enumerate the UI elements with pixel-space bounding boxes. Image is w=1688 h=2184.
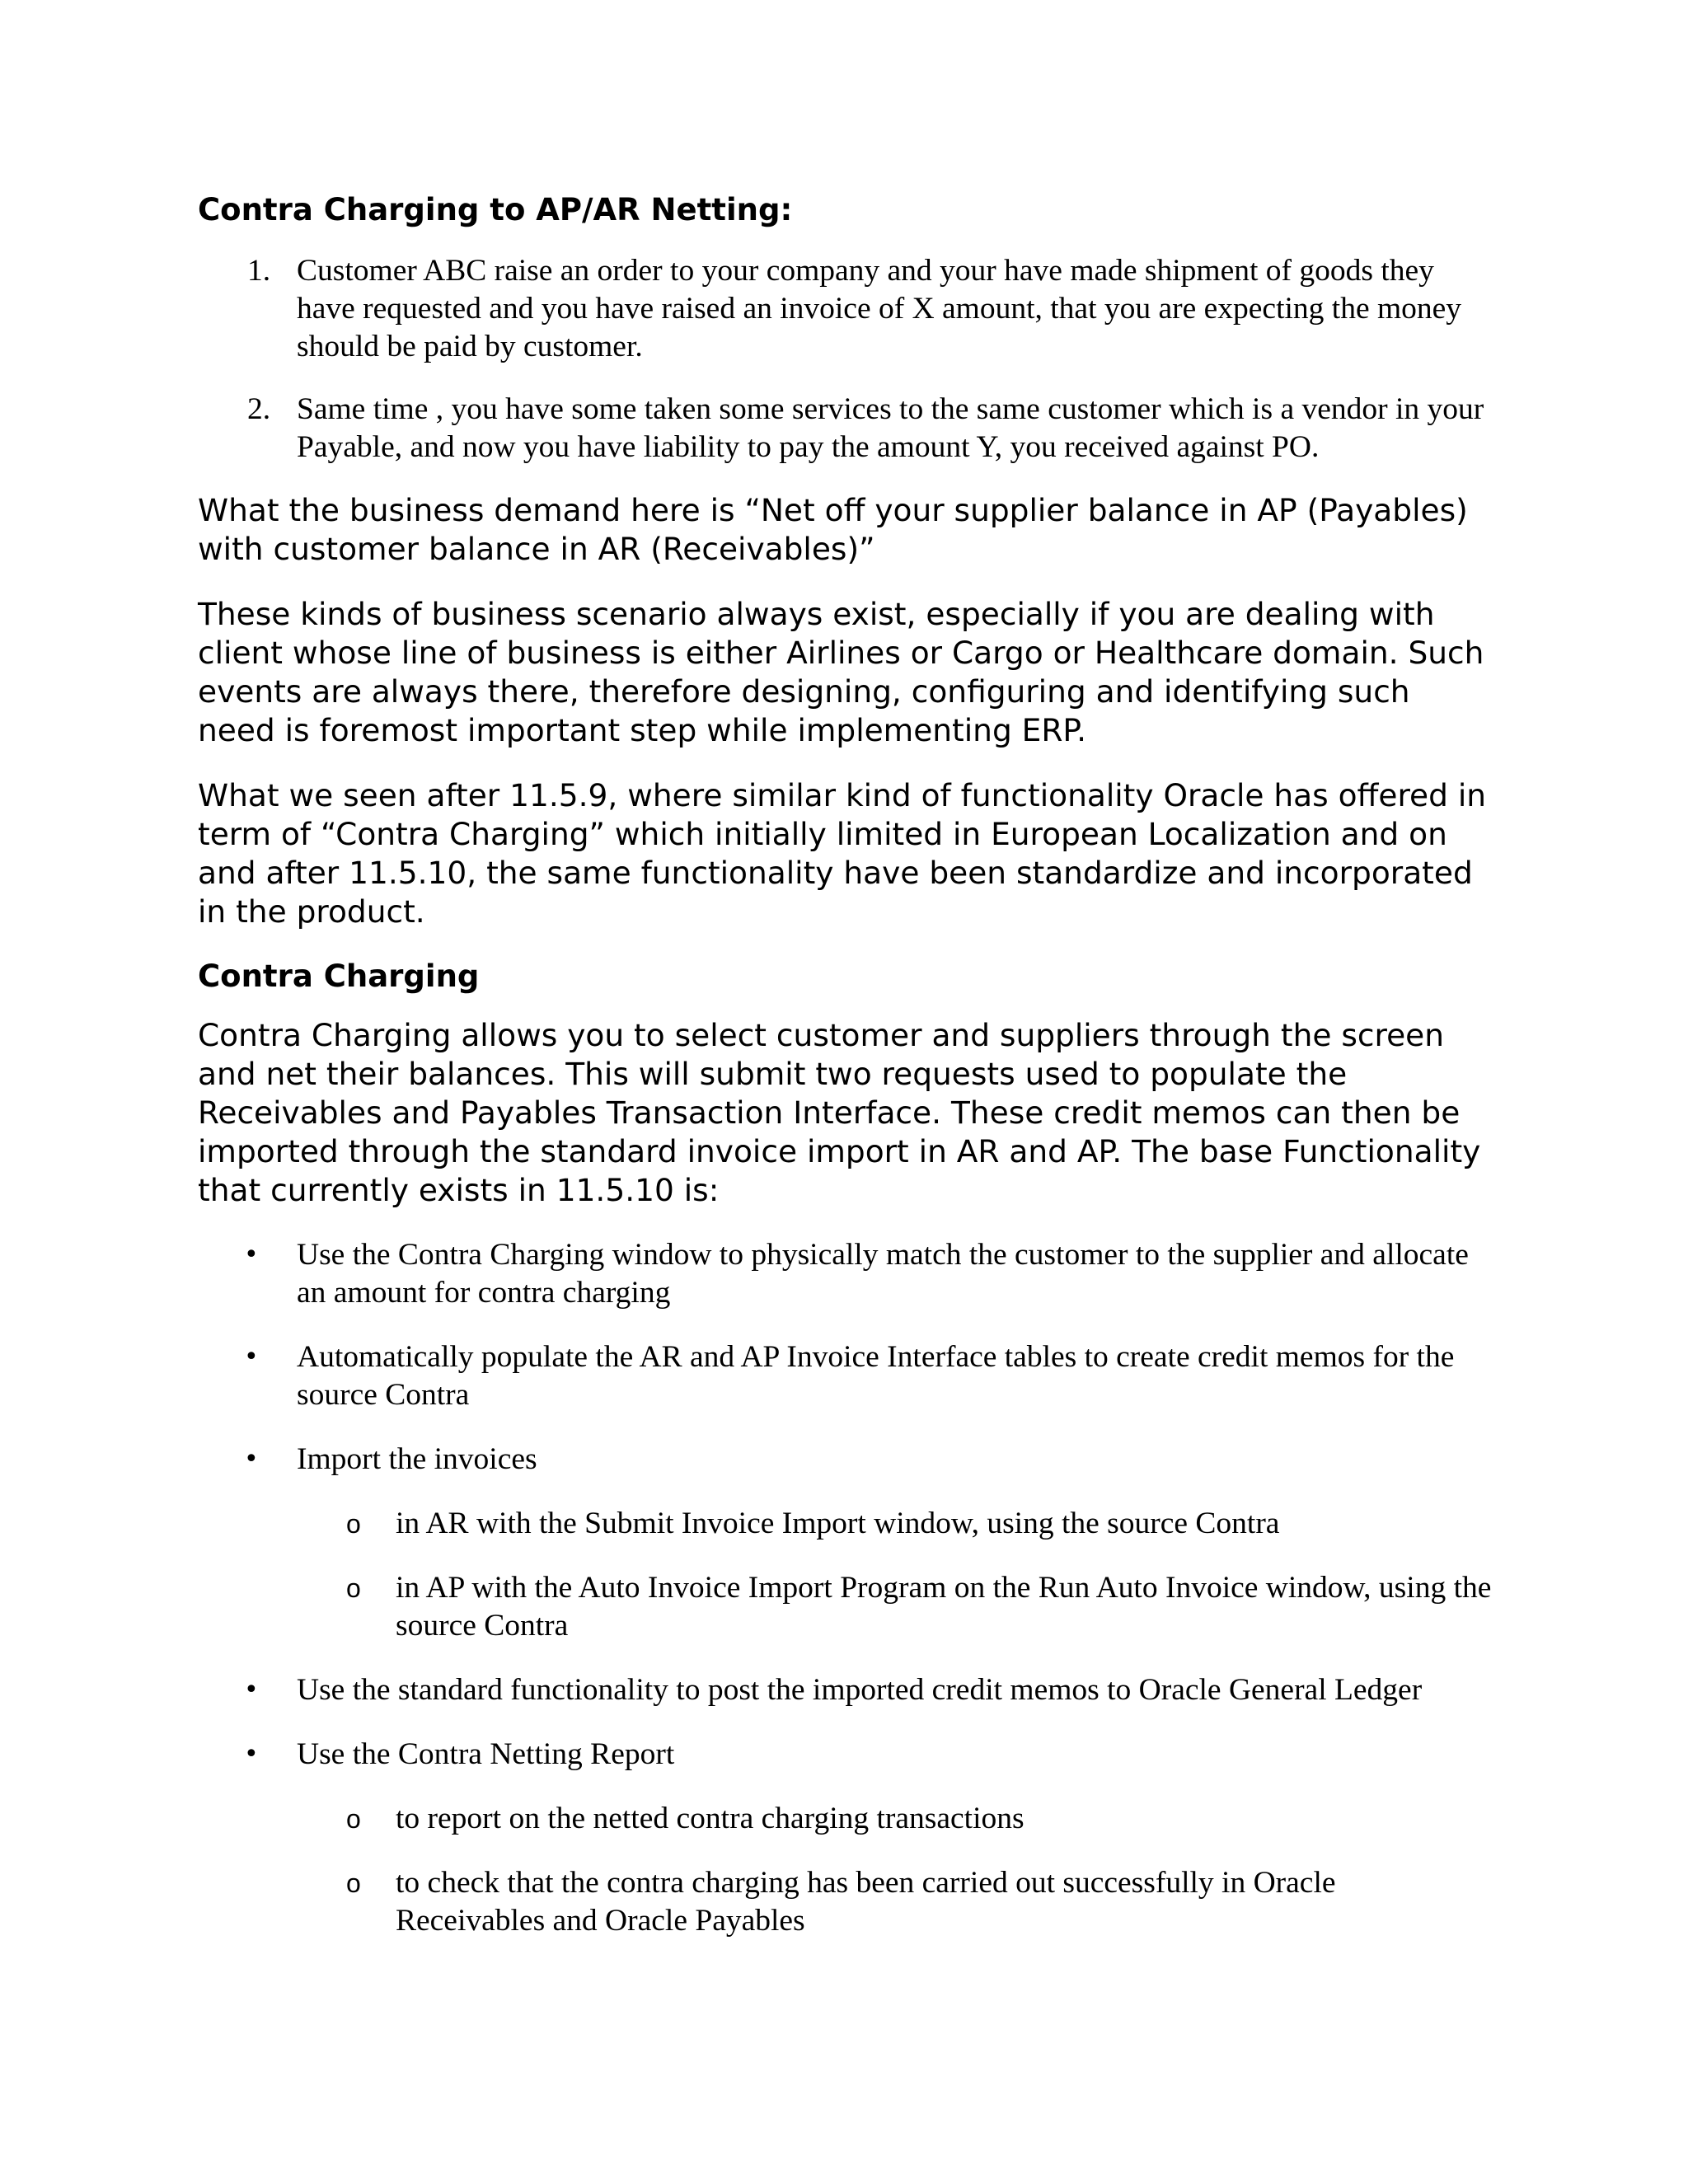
document-content: [198, 191, 1492, 1966]
bullet-item-1: [198, 1236, 1492, 1312]
bullet-text: Use the Contra Charging window to physically match the customer to the supplier and allocate an amount for contra charging: [297, 1237, 1469, 1310]
sub-bullet-item-1: [297, 1505, 1492, 1543]
bullet-glyph: •: [244, 1444, 259, 1474]
item-text: Same time , you have some taken some services to the same customer which is a vendor in your Payable, and now you have liability to pay the amount Y, you received against PO.: [297, 392, 1484, 465]
sub-bullet-glyph: o: [346, 1508, 361, 1539]
sub-bullet-item-1: [297, 1800, 1492, 1838]
sub-bullet-item-2: [297, 1864, 1492, 1940]
bullet-text: Import the invoices: [297, 1441, 537, 1476]
bullet-glyph: •: [244, 1240, 259, 1269]
bullet-item-4: [198, 1671, 1492, 1709]
sub-bullet-text: in AR with the Submit Invoice Import window, using the source Contra: [396, 1506, 1280, 1540]
bullet-glyph: •: [244, 1342, 259, 1371]
paragraph-business-scenario: These kinds of business scenario always exist, especially if you are dealing with client whose line of business is either Airlines or Cargo or Healthcare domain. Such events are always there, therefore designing, configuring and identifying such need is foremost important step while implementing ERP.: [198, 596, 1484, 749]
item-number: 1.: [247, 254, 271, 288]
bullet-glyph: •: [244, 1739, 259, 1769]
heading-contra-charging: Contra Charging: [198, 958, 480, 995]
heading-contra-charging-netting: Contra Charging to AP/AR Netting:: [198, 192, 793, 227]
numbered-item-2: [198, 391, 1492, 466]
functionality-bullet-list: [198, 1236, 1492, 1940]
bullet-glyph: •: [244, 1675, 259, 1704]
scenario-numbered-list: [198, 252, 1492, 466]
bullet-item-3: [198, 1441, 1492, 1645]
sub-bullet-text: in AP with the Auto Invoice Import Program on the Run Auto Invoice window, using the source Contra: [396, 1570, 1492, 1643]
bullet-text: Use the Contra Netting Report: [297, 1736, 675, 1771]
paragraph-business-demand: What the business demand here is “Net off your supplier balance in AP (Payables) with customer balance in AR (Receivables)”: [198, 492, 1468, 568]
bullet-text: Automatically populate the AR and AP Invoice Interface tables to create credit memos for the source Contra: [297, 1339, 1455, 1412]
sub-bullet-text: to check that the contra charging has been carried out successfully in Oracle Receivables and Oracle Payables: [396, 1865, 1336, 1938]
numbered-item-1: [198, 252, 1492, 366]
item-text: Customer ABC raise an order to your company and your have made shipment of goods they have requested and you have raised an invoice of X amount, that you are expecting the money should be paid by customer.: [297, 254, 1462, 364]
sub-bullet-list: [297, 1800, 1492, 1940]
item-number: 2.: [247, 392, 271, 427]
bullet-text: Use the standard functionality to post the imported credit memos to Oracle General Ledger: [297, 1672, 1423, 1707]
bullet-item-5: [198, 1736, 1492, 1940]
bullet-item-2: [198, 1338, 1492, 1414]
sub-bullet-glyph: o: [346, 1572, 361, 1603]
sub-bullet-glyph: o: [346, 1803, 361, 1834]
paragraph-contra-description: Contra Charging allows you to select customer and suppliers through the screen and net their balances. This will submit two requests used to populate the Receivables and Payables Transaction Interface. These credit memos can then be imported through the standard invoice import in AR and AP. The base Functionality that currently exists in 11.5.10 is:: [198, 1016, 1481, 1208]
sub-bullet-item-2: [297, 1569, 1492, 1645]
sub-bullet-glyph: o: [346, 1868, 361, 1898]
paragraph-oracle-history: What we seen after 11.5.9, where similar kind of functionality Oracle has offered in term of “Contra Charging” which initially limited in European Localization and on and after 11.5.10, the same functionality have been standardize and incorporated in the product.: [198, 777, 1487, 930]
sub-bullet-list: [297, 1505, 1492, 1645]
sub-bullet-text: to report on the netted contra charging transactions: [396, 1801, 1025, 1835]
